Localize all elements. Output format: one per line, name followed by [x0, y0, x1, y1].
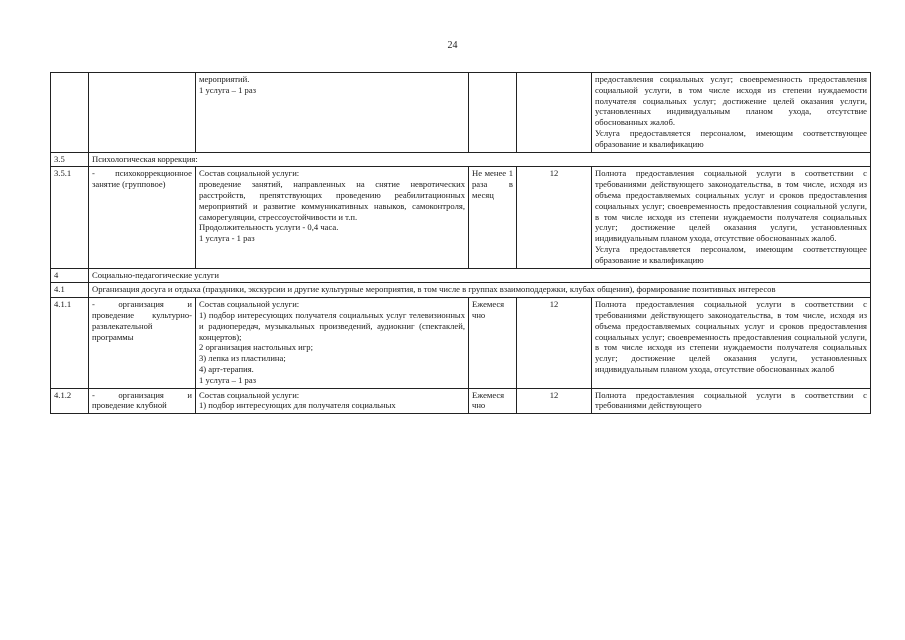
- section-title: Психологическая коррекция:: [89, 152, 871, 167]
- quality-text: Услуга предоставляется персоналом, имеющим соответствующее образование и квалификацию: [595, 127, 867, 149]
- service-name: - психокоррекционное занятие (групповое): [89, 167, 196, 268]
- count-cell: [517, 73, 592, 153]
- service-cell: [196, 167, 469, 268]
- service-cell: [196, 298, 469, 388]
- service-text: Состав социальной услуги:: [199, 299, 300, 310]
- quality-text: предоставления социальных услуг; своевременность предоставления социальной услуги, в том числе исходя из степени нуждаемости получателя социальных услуг; достижение целей оказания услуги, установленных индивидуальным планом ухода, отсутствие обоснованных жалоб.: [595, 74, 867, 128]
- service-text: 1 услуга – 1 раз: [199, 374, 257, 385]
- count-cell: 12: [517, 167, 592, 268]
- service-name: - организация и проведение клубной: [89, 388, 196, 414]
- service-cell: [196, 388, 469, 414]
- row-number: 3.5.1: [51, 167, 89, 268]
- section-row: [51, 152, 871, 167]
- row-number: 4.1.1: [51, 298, 89, 388]
- section-title: Организация досуга и отдыха (праздники, экскурсии и другие культурные мероприятия, в том числе в группах взаимоподдержки, клубах общения), формирование позитивных интересов: [89, 283, 871, 298]
- section-row: [51, 268, 871, 283]
- table-row: [51, 388, 871, 414]
- quality-cell: [592, 388, 871, 414]
- section-number: 4: [51, 268, 89, 283]
- service-text: мероприятий.: [199, 74, 250, 84]
- section-number: 3.5: [51, 152, 89, 167]
- services-table: [50, 72, 871, 414]
- quality-cell: [592, 298, 871, 388]
- count-cell: 12: [517, 388, 592, 414]
- count-cell: 12: [517, 298, 592, 388]
- quality-text: Услуга предоставляется персоналом, имеющим соответствующее образование и квалификацию: [595, 243, 867, 265]
- service-text: 4) арт-терапия.: [199, 363, 254, 374]
- row-number: 4.1.2: [51, 388, 89, 414]
- frequency-cell: [469, 73, 517, 153]
- service-text: 1) подбор интересующих получателя социальных услуг телевизионных и радиопередач, музыкальных произведений, аудиокниг (спектаклей, концертов);: [199, 309, 465, 342]
- frequency-cell: Ежемеся чно: [469, 298, 517, 388]
- quality-cell: [592, 167, 871, 268]
- page-number: 24: [447, 40, 458, 51]
- service-text: проведение занятий, направленных на снятие невротических расстройств, препятствующих проведению реабилитационных мероприятий и развитие коммуникативных навыков, самоконтроля, саморегуляции, стрессоустойчивости и т.п.: [199, 179, 465, 222]
- num-cell: [51, 73, 89, 153]
- section-title: Социально-педагогические услуги: [89, 268, 871, 283]
- section-number: 4.1: [51, 283, 89, 298]
- service-text: Состав социальной услуги:: [199, 389, 300, 400]
- service-text: 3) лепка из пластилина;: [199, 353, 286, 364]
- table-row: [51, 73, 871, 153]
- service-cell: [196, 73, 469, 153]
- service-text: 1) подбор интересующих для получателя социальных: [199, 400, 396, 411]
- table-row: [51, 167, 871, 268]
- frequency-cell: Ежемеся чно: [469, 388, 517, 414]
- quality-cell: [592, 73, 871, 153]
- service-name: - организация и проведение культурно-развлекательной программы: [89, 298, 196, 388]
- service-text: 2 организация настольных игр;: [199, 342, 313, 353]
- frequency-cell: Не менее 1 раза в месяц: [469, 167, 517, 268]
- name-cell: [89, 73, 196, 153]
- quality-text: Полнота предоставления социальной услуги в соответствии с требованиями действующего законодательства, в том числе, исходя из объема предоставляемых социальных услуг и сроков предоставления социальных услуг; своевременность предоставления социальной услуги, в том числе исходя из степени нуждаемости получателя социальных услуг; достижение целей оказания услуги, установленных индивидуальным планом ухода, отсутствие обоснованных жалоб: [595, 299, 867, 374]
- quality-text: Полнота предоставления социальной услуги в соответствии с требованиями действующего законодательства, в том числе, исходя из объема предоставляемых социальных услуг и сроков предоставления социальных услуг; своевременность предоставления социальной услуги, в том числе исходя из степени нуждаемости получателя социальных услуг; достижение целей оказания услуги, установленных индивидуальным планом ухода, отсутствие обоснованных жалоб.: [595, 168, 867, 244]
- service-text: Состав социальной услуги:: [199, 168, 300, 179]
- service-text: Продолжительность услуги - 0,4 часа.: [199, 222, 339, 233]
- section-row: [51, 283, 871, 298]
- service-text: 1 услуга - 1 раз: [199, 233, 255, 244]
- quality-text: Полнота предоставления социальной услуги в соответствии с требованиями действующего: [595, 389, 867, 411]
- service-text: 1 услуга – 1 раз: [199, 84, 257, 95]
- table-row: [51, 298, 871, 388]
